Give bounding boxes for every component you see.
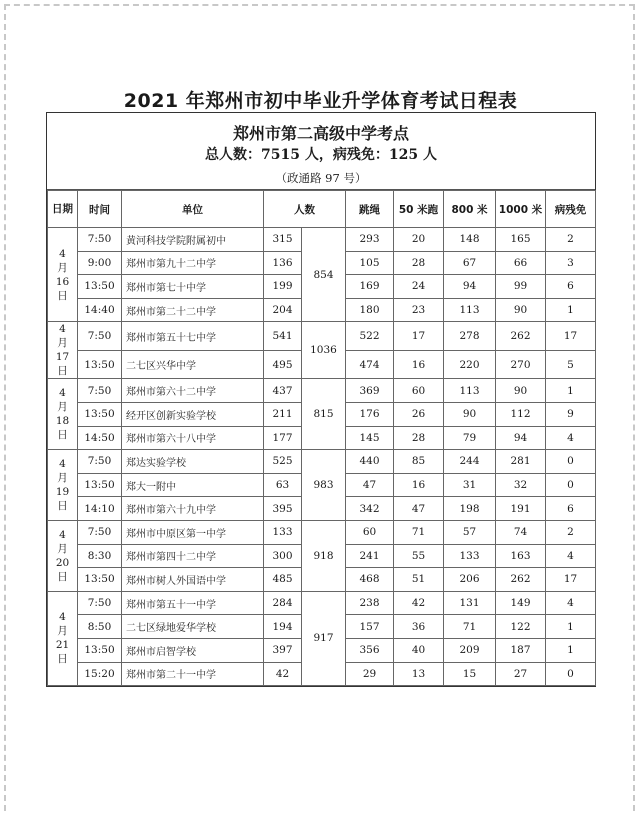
student-count-cell: 133	[264, 520, 302, 544]
date-part: 月	[57, 625, 68, 638]
exempt-cell: 17	[546, 322, 596, 351]
run1000-cell: 191	[496, 497, 546, 521]
time-cell: 8:50	[78, 615, 122, 639]
student-count-cell: 284	[264, 591, 302, 615]
run1000-cell: 281	[496, 450, 546, 474]
run1000-cell: 262	[496, 568, 546, 592]
rope-cell: 157	[346, 615, 394, 639]
student-count-cell: 541	[264, 322, 302, 351]
run800-cell: 133	[444, 544, 496, 568]
student-count-cell: 211	[264, 402, 302, 426]
run1000-cell: 32	[496, 473, 546, 497]
rope-cell: 522	[346, 322, 394, 351]
exempt-cell: 6	[546, 275, 596, 299]
time-cell: 13:50	[78, 350, 122, 379]
run1000-cell: 270	[496, 350, 546, 379]
group-total-cell: 815	[302, 379, 346, 450]
run50-cell: 40	[394, 638, 444, 662]
table-row	[48, 379, 596, 403]
date-part: 日	[57, 429, 68, 442]
date-part: 日	[57, 653, 68, 666]
rope-cell: 29	[346, 662, 394, 686]
student-count-cell: 194	[264, 615, 302, 639]
school-cell: 二七区绿地爱华学校	[122, 615, 264, 639]
student-count-cell: 136	[264, 251, 302, 275]
school-cell: 郑州市第二十一中学	[122, 662, 264, 686]
run1000-cell: 112	[496, 402, 546, 426]
run50-cell: 36	[394, 615, 444, 639]
student-count-cell: 204	[264, 298, 302, 322]
student-count-cell: 199	[264, 275, 302, 299]
run800-cell: 244	[444, 450, 496, 474]
time-cell: 13:50	[78, 568, 122, 592]
run1000-cell: 74	[496, 520, 546, 544]
rope-cell: 145	[346, 426, 394, 450]
school-cell: 郑达实验学校	[122, 450, 264, 474]
group-total-cell: 983	[302, 450, 346, 521]
totals-line: 总人数：7515 人，病残免：125 人	[205, 147, 437, 163]
student-count-cell: 395	[264, 497, 302, 521]
date-part: 日	[57, 365, 68, 378]
time-cell: 13:50	[78, 402, 122, 426]
student-count-cell: 485	[264, 568, 302, 592]
run1000-cell: 149	[496, 591, 546, 615]
student-count-cell: 495	[264, 350, 302, 379]
group-total-cell: 918	[302, 520, 346, 591]
header-school: 单位	[122, 191, 264, 228]
time-cell: 13:50	[78, 275, 122, 299]
date-part: 日	[57, 289, 68, 302]
sheet-header	[47, 113, 595, 190]
time-cell: 13:50	[78, 638, 122, 662]
run50-cell: 42	[394, 591, 444, 615]
run50-cell: 28	[394, 251, 444, 275]
date-part: 4	[59, 528, 66, 541]
school-cell: 郑州市第九十二中学	[122, 251, 264, 275]
rope-cell: 176	[346, 402, 394, 426]
time-cell: 7:50	[78, 322, 122, 351]
run50-cell: 51	[394, 568, 444, 592]
student-count-cell: 177	[264, 426, 302, 450]
run1000-cell: 187	[496, 638, 546, 662]
date-cell	[48, 450, 78, 521]
run50-cell: 26	[394, 402, 444, 426]
date-part: 20	[55, 556, 70, 569]
time-cell: 8:30	[78, 544, 122, 568]
exempt-cell: 0	[546, 450, 596, 474]
date-part: 19	[55, 486, 70, 499]
header-run50: 50 米跑	[394, 191, 444, 228]
run1000-cell: 94	[496, 426, 546, 450]
run800-cell: 113	[444, 379, 496, 403]
run1000-cell: 90	[496, 298, 546, 322]
run1000-cell: 165	[496, 228, 546, 252]
date-part: 月	[57, 472, 68, 485]
time-cell: 14:40	[78, 298, 122, 322]
header-run800: 800 米	[444, 191, 496, 228]
rope-cell: 369	[346, 379, 394, 403]
exempt-cell: 1	[546, 379, 596, 403]
time-cell: 9:00	[78, 251, 122, 275]
run1000-cell: 163	[496, 544, 546, 568]
student-count-cell: 437	[264, 379, 302, 403]
run50-cell: 23	[394, 298, 444, 322]
exempt-cell: 3	[546, 251, 596, 275]
header-time: 时间	[78, 191, 122, 228]
student-count-cell: 63	[264, 473, 302, 497]
time-cell: 14:10	[78, 497, 122, 521]
run1000-cell: 90	[496, 379, 546, 403]
run800-cell: 206	[444, 568, 496, 592]
school-cell: 郑州市启智学校	[122, 638, 264, 662]
rope-cell: 356	[346, 638, 394, 662]
school-cell: 郑州市第二十二中学	[122, 298, 264, 322]
schedule-body	[48, 228, 596, 686]
date-part: 4	[59, 387, 66, 400]
time-cell: 13:50	[78, 473, 122, 497]
table-row	[48, 591, 596, 615]
exempt-cell: 6	[546, 497, 596, 521]
date-cell	[48, 322, 78, 379]
run800-cell: 79	[444, 426, 496, 450]
exempt-cell: 1	[546, 615, 596, 639]
school-cell: 郑大一附中	[122, 473, 264, 497]
run800-cell: 220	[444, 350, 496, 379]
time-cell: 7:50	[78, 450, 122, 474]
school-cell: 郑州市第五十一中学	[122, 591, 264, 615]
rope-cell: 440	[346, 450, 394, 474]
time-cell: 15:20	[78, 662, 122, 686]
date-part: 21	[55, 639, 70, 652]
date-part: 16	[55, 275, 70, 288]
run50-cell: 20	[394, 228, 444, 252]
table-row	[48, 322, 596, 351]
rope-cell: 468	[346, 568, 394, 592]
exempt-cell: 2	[546, 520, 596, 544]
exempt-cell: 9	[546, 402, 596, 426]
date-part: 4	[59, 458, 66, 471]
exempt-cell: 4	[546, 544, 596, 568]
rope-cell: 238	[346, 591, 394, 615]
exempt-cell: 0	[546, 473, 596, 497]
rope-cell: 169	[346, 275, 394, 299]
run50-cell: 24	[394, 275, 444, 299]
table-row	[48, 520, 596, 544]
student-count-cell: 525	[264, 450, 302, 474]
run800-cell: 148	[444, 228, 496, 252]
run800-cell: 71	[444, 615, 496, 639]
run800-cell: 131	[444, 591, 496, 615]
school-cell: 郑州市第四十二中学	[122, 544, 264, 568]
run50-cell: 60	[394, 379, 444, 403]
date-part: 4	[59, 323, 66, 336]
school-cell: 黄河科技学院附属初中	[122, 228, 264, 252]
header-count: 人数	[264, 191, 346, 228]
school-cell: 郑州市第七十中学	[122, 275, 264, 299]
student-count-cell: 315	[264, 228, 302, 252]
date-part: 月	[57, 337, 68, 350]
run50-cell: 47	[394, 497, 444, 521]
school-cell: 郑州市中原区第一中学	[122, 520, 264, 544]
date-cell	[48, 520, 78, 591]
rope-cell: 47	[346, 473, 394, 497]
time-cell: 7:50	[78, 520, 122, 544]
exempt-cell: 4	[546, 426, 596, 450]
run800-cell: 94	[444, 275, 496, 299]
exempt-cell: 5	[546, 350, 596, 379]
venue-title: 郑州市第二高级中学考点	[232, 124, 409, 143]
date-part: 日	[57, 570, 68, 583]
school-cell: 郑州市第六十八中学	[122, 426, 264, 450]
date-part: 18	[55, 415, 70, 428]
exempt-cell: 0	[546, 662, 596, 686]
time-cell: 7:50	[78, 379, 122, 403]
student-count-cell: 397	[264, 638, 302, 662]
time-cell: 7:50	[78, 591, 122, 615]
document-title: 2021 年郑州市初中毕业升学体育考试日程表	[123, 90, 518, 112]
group-total-cell: 917	[302, 591, 346, 685]
time-cell: 7:50	[78, 228, 122, 252]
date-part: 月	[57, 261, 68, 274]
header-run1000: 1000 米	[496, 191, 546, 228]
run50-cell: 17	[394, 322, 444, 351]
run1000-cell: 99	[496, 275, 546, 299]
run800-cell: 198	[444, 497, 496, 521]
run800-cell: 90	[444, 402, 496, 426]
exempt-cell: 2	[546, 228, 596, 252]
exempt-cell: 1	[546, 298, 596, 322]
school-cell: 郑州市第六十二中学	[122, 379, 264, 403]
rope-cell: 241	[346, 544, 394, 568]
run800-cell: 209	[444, 638, 496, 662]
exempt-cell: 1	[546, 638, 596, 662]
date-cell	[48, 591, 78, 685]
run800-cell: 57	[444, 520, 496, 544]
run50-cell: 16	[394, 350, 444, 379]
date-cell	[48, 228, 78, 322]
school-cell: 郑州市第五十七中学	[122, 322, 264, 351]
rope-cell: 60	[346, 520, 394, 544]
run1000-cell: 122	[496, 615, 546, 639]
school-cell: 二七区兴华中学	[122, 350, 264, 379]
table-row	[48, 228, 596, 252]
header-exempt: 病残免	[546, 191, 596, 228]
run1000-cell: 66	[496, 251, 546, 275]
date-part: 日	[57, 500, 68, 513]
date-part: 17	[55, 351, 70, 364]
run800-cell: 113	[444, 298, 496, 322]
group-total-cell: 854	[302, 228, 346, 322]
date-part: 月	[57, 401, 68, 414]
run50-cell: 28	[394, 426, 444, 450]
exempt-cell: 17	[546, 568, 596, 592]
exempt-cell: 4	[546, 591, 596, 615]
table-row	[48, 450, 596, 474]
run50-cell: 55	[394, 544, 444, 568]
run50-cell: 16	[394, 473, 444, 497]
rope-cell: 342	[346, 497, 394, 521]
run50-cell: 85	[394, 450, 444, 474]
run800-cell: 31	[444, 473, 496, 497]
schedule-sheet	[46, 112, 596, 687]
header-rope: 跳绳	[346, 191, 394, 228]
student-count-cell: 42	[264, 662, 302, 686]
schedule-table	[47, 190, 596, 686]
run50-cell: 71	[394, 520, 444, 544]
run1000-cell: 27	[496, 662, 546, 686]
date-part: 4	[59, 247, 66, 260]
school-cell: 郑州市树人外国语中学	[122, 568, 264, 592]
rope-cell: 474	[346, 350, 394, 379]
run800-cell: 278	[444, 322, 496, 351]
time-cell: 14:50	[78, 426, 122, 450]
run800-cell: 67	[444, 251, 496, 275]
rope-cell: 293	[346, 228, 394, 252]
school-cell: 郑州市第六十九中学	[122, 497, 264, 521]
rope-cell: 105	[346, 251, 394, 275]
school-cell: 经开区创新实验学校	[122, 402, 264, 426]
venue-address: （政通路 97 号）	[275, 171, 367, 185]
header-date: 日期	[48, 191, 78, 228]
rope-cell: 180	[346, 298, 394, 322]
date-cell	[48, 379, 78, 450]
date-part: 4	[59, 611, 66, 624]
run50-cell: 13	[394, 662, 444, 686]
student-count-cell: 300	[264, 544, 302, 568]
date-part: 月	[57, 542, 68, 555]
run1000-cell: 262	[496, 322, 546, 351]
run800-cell: 15	[444, 662, 496, 686]
group-total-cell: 1036	[302, 322, 346, 379]
table-header-row	[48, 191, 596, 228]
